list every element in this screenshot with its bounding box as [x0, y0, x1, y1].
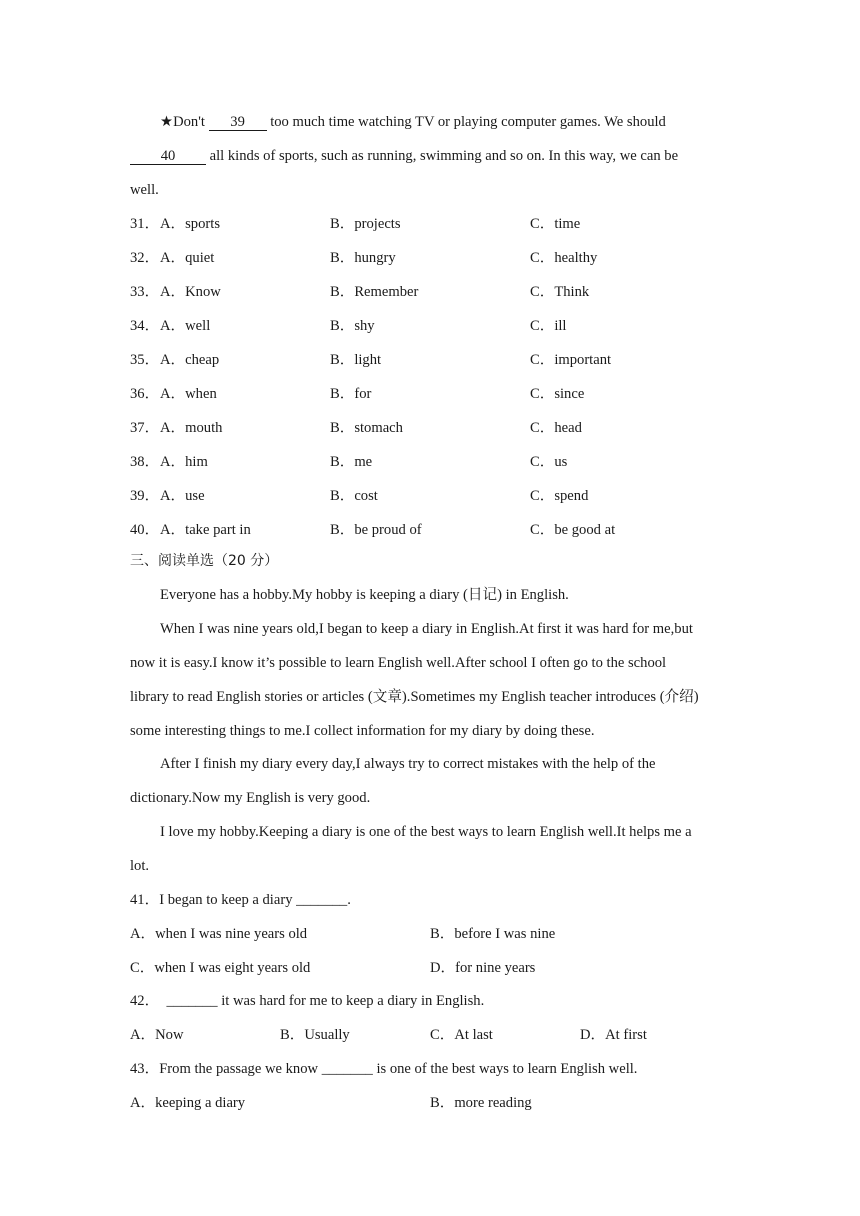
option-b: B．cost [330, 488, 378, 504]
section-heading: 三、阅读单选（20 分） [130, 553, 279, 569]
option-c: C．time [530, 216, 581, 232]
option-c: C．spend [530, 488, 589, 504]
question-41-option-c: C．when I was eight years old [130, 960, 311, 976]
question-42-option-b: B．Usually [280, 1027, 350, 1043]
option-b: B．hungry [330, 250, 396, 266]
option-b: B．projects [330, 216, 401, 232]
option-a: A．when [160, 386, 217, 402]
reading-paragraph-1: Everyone has a hobby.My hobby is keeping a diary (日记) in English. [160, 587, 569, 603]
option-row-num: 33． [130, 284, 160, 300]
question-42-option-a: A．Now [130, 1027, 184, 1043]
option-row-num: 39． [130, 488, 160, 504]
option-a: A．take part in [160, 522, 251, 538]
reading-paragraph-2-line: library to read English stories or articles (文章).Sometimes my English teacher introduces (介绍) [130, 689, 699, 705]
option-b: B．light [330, 352, 382, 368]
passage-line-2 [130, 146, 678, 166]
option-b: B．Remember [330, 284, 419, 300]
reading-paragraph-3-line: dictionary.Now my English is very good. [130, 790, 371, 806]
option-b: B．me [330, 454, 373, 470]
question-42-option-d: D．At first [580, 1027, 647, 1043]
passage-text: too much time watching TV or playing computer games. We should [266, 114, 666, 130]
question-42-option-c: C．At last [430, 1027, 493, 1043]
question-41-option-d: D．for nine years [430, 960, 536, 976]
option-row-num: 38． [130, 454, 160, 470]
option-a: A．use [160, 488, 205, 504]
reading-paragraph-2-line: now it is easy.I know it’s possible to learn English well.After school I often go to the school [130, 655, 667, 671]
reading-paragraph-2-line: some interesting things to me.I collect information for my diary by doing these. [130, 723, 595, 739]
question-41-option-b: B．before I was nine [430, 926, 556, 942]
question-42-stem: 42． _______ it was hard for me to keep a diary in English. [130, 993, 485, 1009]
option-a: A．mouth [160, 420, 223, 436]
question-43-option-b: B．more reading [430, 1095, 532, 1111]
option-c: C．important [530, 352, 612, 368]
option-c: C．be good at [530, 522, 616, 538]
option-c: C．us [530, 454, 568, 470]
question-43-stem: 43．From the passage we know _______ is one of the best ways to learn English well. [130, 1061, 638, 1077]
blank-39: 39 [209, 114, 267, 131]
option-row-num: 36． [130, 386, 160, 402]
question-41-option-a: A．when I was nine years old [130, 926, 308, 942]
passage-line-1 [160, 112, 666, 132]
option-c: C．head [530, 420, 582, 436]
option-a: A．quiet [160, 250, 215, 266]
reading-paragraph-4-line: I love my hobby.Keeping a diary is one of the best ways to learn English well.It helps me a [160, 824, 692, 840]
reading-paragraph-4-line: lot. [130, 858, 150, 874]
question-41-stem: 41．I began to keep a diary _______. [130, 892, 351, 908]
passage-line-3: well. [130, 182, 159, 198]
passage-text: ★Don't [160, 114, 209, 130]
question-43-option-a: A．keeping a diary [130, 1095, 246, 1111]
option-c: C．ill [530, 318, 567, 334]
option-b: B．stomach [330, 420, 403, 436]
option-a: A．well [160, 318, 211, 334]
reading-paragraph-3-line: After I finish my diary every day,I always try to correct mistakes with the help of the [160, 756, 656, 772]
option-a: A．him [160, 454, 208, 470]
reading-paragraph-2-line: When I was nine years old,I began to keep a diary in English.At first it was hard for me,but [160, 621, 693, 637]
option-a: A．Know [160, 284, 221, 300]
option-row-num: 34． [130, 318, 160, 334]
option-a: A．sports [160, 216, 220, 232]
option-row-num: 35． [130, 352, 160, 368]
option-c: C．since [530, 386, 585, 402]
option-row-num: 32． [130, 250, 160, 266]
option-b: B．shy [330, 318, 375, 334]
option-a: A．cheap [160, 352, 220, 368]
option-row-num: 40． [130, 522, 160, 538]
option-b: B．for [330, 386, 372, 402]
option-b: B．be proud of [330, 522, 422, 538]
passage-text: all kinds of sports, such as running, swimming and so on. In this way, we can be [206, 148, 679, 164]
option-c: C．healthy [530, 250, 598, 266]
blank-40: 40 [130, 148, 206, 165]
option-row-num: 31． [130, 216, 160, 232]
option-c: C．Think [530, 284, 590, 300]
option-row-num: 37． [130, 420, 160, 436]
